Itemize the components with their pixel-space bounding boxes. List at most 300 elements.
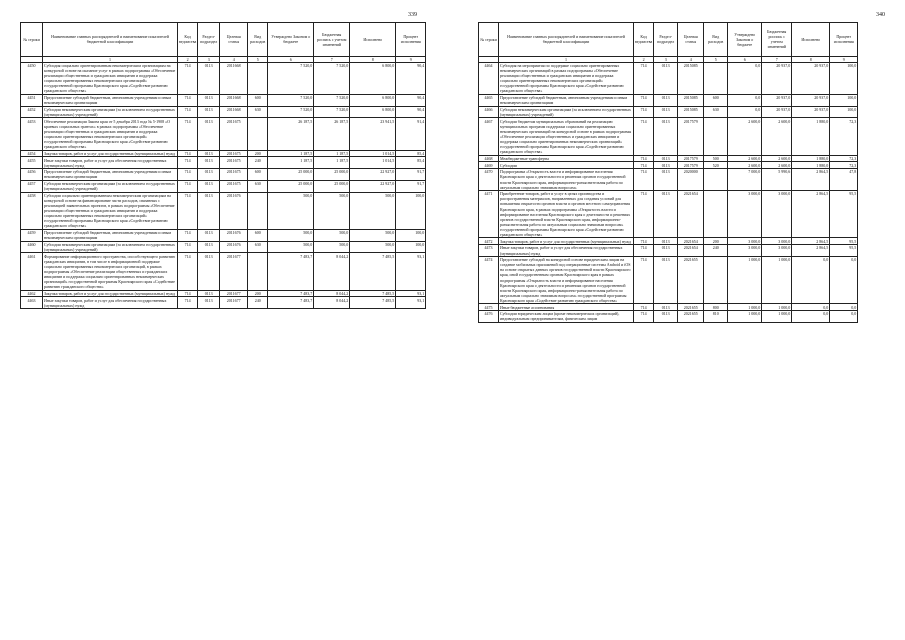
row-number-cell: 4472 [479,238,499,245]
section-code-cell: 0113 [654,162,678,169]
execution-percent-cell: 0,0 [830,311,858,323]
item-name-cell: Межбюджетные трансферты [499,155,634,162]
executed-amount-cell: 0,0 [792,256,830,303]
header-dept-code: Код ведомства [178,23,198,57]
target-article-cell: 2011676 [220,229,248,241]
approved-amount-cell: 2 600,0 [728,118,762,155]
item-name-cell: Предоставление субсидий бюджетным, автономным учреждениям и иным некоммерческим организациям [43,229,178,241]
column-index: 4 [220,56,248,62]
expense-type-cell: 240 [248,157,268,169]
approved-amount-cell: 3 000,0 [728,191,762,238]
item-name-cell: Субсидии социально ориентированным некоммерческим организациям на конкурсной основе на финансирование части расходов, связанных с реализацией заявительных проектов, в рамках подпрограммы «Обеспечение реализации общественных и гражданских инициатив и поддержка социально ориентированных некоммерческих организаций» государственной программы Красноярского края «Содействие развитию гражданского общества» [43,192,178,229]
approved-amount-cell: 1 000,0 [728,256,762,303]
expense-type-cell [704,62,728,94]
item-name-cell: Субсидии некоммерческим организациям (за исключением государственных (муниципальных) учреждений) [43,180,178,192]
approved-amount-cell: 7 520,0 [268,106,314,118]
item-name-cell: Субсидии бюджетам муниципальных образований на реализацию муниципальных программ поддержки социально ориентированных некоммерческих организаций на конкурсной основе в рамках подпрограммы «Обеспечение реализации общественных и гражданских инициатив и поддержка социально ориентированных некоммерческих организаций» государственной программы Красноярского края «Содействие развитию гражданского общества» [499,118,634,155]
budget-plan-cell: 8 044,2 [314,253,350,290]
table-row [479,162,858,169]
budget-plan-cell: 3 000,0 [762,238,792,245]
row-number-cell: 4463 [21,297,43,309]
approved-amount-cell: 7 483,7 [268,297,314,309]
item-name-cell: Субсидия социально ориентированным некоммерческим организациям на конкурсной основе на оказание услуг в рамках подпрограммы «Обеспечение реализации общественных и гражданских инициатив и поддержка социально ориентированных некоммерческих организаций» государственной программы Красноярского края «Содействие развитию гражданского общества» [43,62,178,94]
execution-percent-cell: 95,5 [830,238,858,245]
budget-plan-cell: 1 000,0 [762,304,792,311]
item-name-cell: Субсидии некоммерческим организациям (за исключением государственных (муниципальных) учреждений) [43,106,178,118]
header-target-article: Целевая статья [220,23,248,57]
budget-plan-cell: 20 937,0 [762,62,792,94]
execution-percent-cell: 100,0 [830,62,858,94]
item-name-cell: Предоставление субсидий на конкурсной основе юридическим лицам на создание мобильных приложений под операционные системы Android и iOS на основе открытых данных органов государственной власти Красноярского края, иной государственным органам Красноярского края в рамках подпрограммы «Открытость власти и информирование населения Красноярского края о деятельности и решениях органов государственной власти Красноярского края, информационно-разъяснительная работа по актуальным социально значимым вопросам» государственной программы Красноярского края «Содействие развитию гражданского общества» [499,256,634,303]
section-code-cell: 0113 [198,169,220,181]
column-index: 6 [728,56,762,62]
target-article-cell: 2011668 [220,94,248,106]
execution-percent-cell: 100,0 [396,229,426,241]
dept-code-cell: 714 [178,229,198,241]
row-number-cell: 4454 [21,150,43,157]
row-number-cell: 4467 [479,118,499,155]
target-article-cell: 2011668 [220,106,248,118]
execution-percent-cell: 72,3 [830,162,858,169]
header-row-number: № строки [479,23,499,57]
execution-percent-cell: 91,4 [396,118,426,150]
dept-code-cell: 714 [634,245,654,257]
item-name-cell: Формирование информационного пространства, способствующего развитию гражданских инициатив, в том числе в информационной поддержке социально ориентированных некоммерческих организаций, в рамках подпрограммы «Обеспечение реализации общественных и гражданских инициатив и поддержка социально ориентированных некоммерческих организаций» государственной программы Красноярского края «Содействие развитию гражданского общества» [43,253,178,290]
executed-amount-cell: 2 864,5 [792,191,830,238]
target-article-cell: 2011668 [220,62,248,94]
approved-amount-cell: 1 187,5 [268,157,314,169]
executed-amount-cell: 20 937,0 [792,62,830,94]
target-article-cell: 2011675 [220,169,248,181]
expense-type-cell: 630 [248,106,268,118]
dept-code-cell: 714 [178,180,198,192]
execution-percent-cell: 95,5 [830,191,858,238]
budget-plan-cell: 7 520,0 [314,94,350,106]
dept-code-cell: 714 [178,169,198,181]
section-code-cell: 0113 [654,94,678,106]
target-article-cell: 2021654 [678,238,704,245]
executed-amount-cell: 7 485,5 [350,253,396,290]
approved-amount-cell: 1 000,0 [728,311,762,323]
section-code-cell: 0113 [198,150,220,157]
header-row-number: № строки [21,23,43,57]
budget-plan-cell: 1 187,5 [314,157,350,169]
approved-amount-cell: 7 000,0 [728,169,762,191]
table-row [21,106,426,118]
row-number-cell: 4458 [21,192,43,229]
executed-amount-cell: 6 800,0 [350,94,396,106]
executed-amount-cell: 22 927,0 [350,180,396,192]
row-number-cell: 4474 [479,256,499,303]
execution-percent-cell: 90,4 [396,106,426,118]
expense-type-cell [704,118,728,155]
expense-type-cell [704,191,728,238]
dept-code-cell: 714 [634,238,654,245]
section-code-cell: 0113 [198,253,220,290]
expense-type-cell: 600 [248,94,268,106]
execution-percent-cell: 93,1 [396,253,426,290]
header-approved-amount: Утверждено Законом о бюджете [728,23,762,57]
expense-type-cell [704,169,728,191]
execution-percent-cell: 0,0 [830,304,858,311]
executed-amount-cell: 20 937,0 [792,94,830,106]
expense-type-cell: 810 [704,311,728,323]
dept-code-cell: 714 [178,62,198,94]
table-row [21,229,426,241]
execution-percent-cell: 100,0 [396,192,426,229]
target-article-cell: 2021655 [678,256,704,303]
section-code-cell: 0113 [654,238,678,245]
budget-plan-cell: 26 187,5 [314,118,350,150]
executed-amount-cell: 2 864,5 [792,245,830,257]
page-number: 339 [408,12,417,18]
table-row [479,169,858,191]
item-name-cell: Субсидия на мероприятия по поддержке социально ориентированных некоммерческих организаций в рамках подпрограммы «Обеспечение реализации общественных и гражданских инициатив и поддержка социально ориентированных некоммерческих организаций» государственной программы Красноярского края «Содействие развитию гражданского общества» [499,62,634,94]
section-code-cell: 0113 [198,290,220,297]
budget-plan-cell: 3 000,0 [762,191,792,238]
table-row [479,118,858,155]
header-row [479,23,858,57]
dept-code-cell: 714 [634,311,654,323]
column-index: 5 [704,56,728,62]
executed-amount-cell: 2 864,5 [792,238,830,245]
target-article-cell: 2011675 [220,180,248,192]
target-article-cell: 2015085 [678,62,704,94]
header-executed-amount: Исполнено [350,23,396,57]
column-index: 1 [43,56,178,62]
executed-amount-cell: 22 927,0 [350,169,396,181]
table-row [21,253,426,290]
approved-amount-cell: 1 187,5 [268,150,314,157]
column-index: 7 [314,56,350,62]
execution-percent-cell: 100,0 [396,241,426,253]
budget-plan-cell: 1 000,0 [762,311,792,323]
target-article-cell: 2017579 [678,118,704,155]
target-article-cell: 2011675 [220,118,248,150]
dept-code-cell: 714 [178,150,198,157]
approved-amount-cell: 26 187,5 [268,118,314,150]
dept-code-cell: 714 [178,118,198,150]
dept-code-cell: 714 [178,94,198,106]
table-row [479,94,858,106]
approved-amount-cell: 2 600,0 [728,162,762,169]
header-section-code: Раздел-подраздел [198,23,220,57]
execution-percent-cell: 95,5 [830,245,858,257]
executed-amount-cell: 6 800,0 [350,106,396,118]
approved-amount-cell: 0,0 [728,94,762,106]
target-article-cell: 2015085 [678,106,704,118]
item-name-cell: Субсидии юридическим лицам (кроме некоммерческих организаций), индивидуальным предпринимателям, физическим лицам [499,311,634,323]
budget-plan-cell: 5 990,6 [762,169,792,191]
approved-amount-cell: 7 520,0 [268,94,314,106]
expense-type-cell: 600 [248,169,268,181]
executed-amount-cell: 20 937,0 [792,106,830,118]
expense-type-cell [248,192,268,229]
column-index: 5 [248,56,268,62]
column-index: 1 [499,56,634,62]
expense-type-cell: 500 [704,155,728,162]
execution-percent-cell: 100,0 [830,94,858,106]
header-dept-code: Код ведомства [634,23,654,57]
table-row [21,297,426,309]
target-article-cell: 2011675 [220,150,248,157]
table-row [21,192,426,229]
section-code-cell: 0113 [198,157,220,169]
row-number-cell: 4453 [21,118,43,150]
table-row [479,238,858,245]
header-target-article: Целевая статья [678,23,704,57]
target-article-cell: 2011677 [220,253,248,290]
section-code-cell: 0113 [654,304,678,311]
approved-amount-cell: 0,0 [728,106,762,118]
expense-type-cell: 200 [248,150,268,157]
budget-table [478,22,858,323]
item-name-cell: Предоставление субсидий бюджетным, автономным учреждениям и иным некоммерческим организациям [499,94,634,106]
table-row [479,62,858,94]
approved-amount-cell: 500,0 [268,241,314,253]
dept-code-cell: 714 [634,62,654,94]
row-number-cell: 4466 [479,106,499,118]
item-name-cell: Субсидии [499,162,634,169]
expense-type-cell: 800 [704,304,728,311]
section-code-cell: 0113 [654,155,678,162]
approved-amount-cell: 3 000,0 [728,245,762,257]
target-article-cell: 2011676 [220,241,248,253]
page-number: 340 [876,12,885,18]
table-row [479,155,858,162]
header-executed-amount: Исполнено [792,23,830,57]
item-name-cell: Иные закупки товаров, работ и услуг для обеспечения государственных (муниципальных) нужд [43,157,178,169]
approved-amount-cell: 500,0 [268,192,314,229]
target-article-cell: 2021655 [678,311,704,323]
budget-plan-cell: 1 000,0 [762,256,792,303]
expense-type-cell: 630 [704,106,728,118]
executed-amount-cell: 6 800,0 [350,62,396,94]
header-approved-amount: Утверждено Законом о бюджете [268,23,314,57]
column-index: 2 [634,56,654,62]
target-article-cell: 2020000 [678,169,704,191]
expense-type-cell [704,256,728,303]
execution-percent-cell: 93,1 [396,290,426,297]
row-number-cell: 4452 [21,106,43,118]
execution-percent-cell: 90,4 [396,94,426,106]
table-row [21,241,426,253]
approved-amount-cell: 7 483,7 [268,290,314,297]
section-code-cell: 0113 [654,311,678,323]
expense-type-cell: 600 [248,229,268,241]
item-name-cell: Предоставление субсидий бюджетным, автономным учреждениям и иным некоммерческим организациям [43,169,178,181]
dept-code-cell: 714 [634,191,654,238]
budget-plan-cell: 2 600,0 [762,118,792,155]
dept-code-cell: 714 [634,169,654,191]
section-code-cell: 0113 [654,62,678,94]
expense-type-cell: 240 [248,297,268,309]
item-name-cell: Подпрограмма «Открытость власти и информирование населения Красноярского края о деятельности и решениях органов государственной власти Красноярского края, информационно-разъяснительная работа по актуальным социально значимым вопросам» [499,169,634,191]
approved-amount-cell: 500,0 [268,229,314,241]
budget-plan-cell: 20 937,0 [762,106,792,118]
budget-plan-cell: 2 600,0 [762,155,792,162]
target-article-cell: 2011676 [220,192,248,229]
item-name-cell: Предоставление субсидий бюджетным, автономным учреждениям и иным некоммерческим организациям [43,94,178,106]
approved-amount-cell: 0,0 [728,62,762,94]
row-number-cell: 4471 [479,191,499,238]
row-number-cell: 4460 [21,241,43,253]
executed-amount-cell: 1 880,0 [792,118,830,155]
section-code-cell: 0113 [654,118,678,155]
section-code-cell: 0113 [198,297,220,309]
execution-percent-cell: 91,7 [396,180,426,192]
dept-code-cell: 714 [634,162,654,169]
header-expense-type: Вид расходов [704,23,728,57]
table-row [21,62,426,94]
execution-percent-cell: 90,4 [396,62,426,94]
item-name-cell: Закупка товаров, работ и услуг для государственных (муниципальных) нужд [499,238,634,245]
item-name-cell: Субсидии некоммерческим организациям (за исключением государственных (муниципальных) учреждений) [499,106,634,118]
table-row [479,311,858,323]
dept-code-cell: 714 [634,118,654,155]
target-article-cell: 2011677 [220,290,248,297]
target-article-cell: 2017579 [678,162,704,169]
expense-type-cell: 630 [248,180,268,192]
dept-code-cell: 714 [634,106,654,118]
budget-plan-cell: 500,0 [314,229,350,241]
budget-plan-cell: 8 044,2 [314,297,350,309]
header-item-name: Наименование главных распорядителей и наименование показателей бюджетной классификации [499,23,634,57]
section-code-cell: 0113 [198,118,220,150]
expense-type-cell: 200 [248,290,268,297]
table-row [479,245,858,257]
header-section-code: Раздел-подраздел [654,23,678,57]
section-code-cell: 0113 [198,241,220,253]
header-row [21,23,426,57]
item-name-cell: Иные бюджетные ассигнования [499,304,634,311]
table-row [21,169,426,181]
dept-code-cell: 714 [178,106,198,118]
dept-code-cell: 714 [634,94,654,106]
budget-table [20,22,426,309]
item-name-cell: Закупка товаров, работ и услуг для государственных (муниципальных) нужд [43,150,178,157]
executed-amount-cell: 500,0 [350,229,396,241]
column-index: 2 [178,56,198,62]
dept-code-cell: 714 [178,297,198,309]
section-code-cell: 0113 [654,106,678,118]
section-code-cell: 0113 [198,106,220,118]
execution-percent-cell: 91,7 [396,169,426,181]
section-code-cell: 0113 [654,169,678,191]
execution-percent-cell: 0,0 [830,256,858,303]
executed-amount-cell: 7 485,5 [350,290,396,297]
budget-plan-cell: 25 000,0 [314,180,350,192]
section-code-cell: 0113 [198,180,220,192]
section-code-cell: 0113 [654,256,678,303]
expense-type-cell: 240 [704,245,728,257]
table-row [21,150,426,157]
executed-amount-cell: 500,0 [350,241,396,253]
approved-amount-cell: 2 600,0 [728,155,762,162]
executed-amount-cell: 1 880,0 [792,162,830,169]
header-budget-plan: Бюджетная роспись с учетом изменений [762,23,792,57]
table-row [21,94,426,106]
column-index: 8 [792,56,830,62]
executed-amount-cell: 2 864,5 [792,169,830,191]
item-name-cell: Субсидии некоммерческим организациям (за исключением государственных (муниципальных) учреждений) [43,241,178,253]
approved-amount-cell: 25 000,0 [268,180,314,192]
approved-amount-cell: 3 000,0 [728,238,762,245]
approved-amount-cell: 7 483,7 [268,253,314,290]
table-row [479,106,858,118]
section-code-cell: 0113 [198,192,220,229]
budget-plan-cell: 2 600,0 [762,162,792,169]
executed-amount-cell: 0,0 [792,304,830,311]
expense-type-cell: 630 [248,241,268,253]
execution-percent-cell: 47,8 [830,169,858,191]
executed-amount-cell: 1 014,5 [350,157,396,169]
column-index: 3 [198,56,220,62]
row-number-cell: 4476 [479,311,499,323]
section-code-cell: 0113 [198,94,220,106]
execution-percent-cell: 72,3 [830,155,858,162]
column-index: 9 [396,56,426,62]
execution-percent-cell: 100,0 [830,106,858,118]
approved-amount-cell: 1 000,0 [728,304,762,311]
expense-type-cell [248,62,268,94]
dept-code-cell: 714 [178,290,198,297]
budget-plan-cell: 8 044,2 [314,290,350,297]
row-number-cell: 4455 [21,157,43,169]
target-article-cell: 2011675 [220,157,248,169]
section-code-cell: 0113 [654,245,678,257]
executed-amount-cell: 0,0 [792,311,830,323]
item-name-cell: Иные закупки товаров, работ и услуг для обеспечения государственных (муниципальных) нужд [43,297,178,309]
target-article-cell: 2021654 [678,191,704,238]
header-expense-type: Вид расходов [248,23,268,57]
header-item-name: Наименование главных распорядителей и наименование показателей бюджетной классификации [43,23,178,57]
column-index: 9 [830,56,858,62]
row-number-cell: 4469 [479,162,499,169]
dept-code-cell: 714 [178,157,198,169]
section-code-cell: 0113 [654,191,678,238]
header-execution-percent: Процент исполнения [830,23,858,57]
table-row [21,157,426,169]
execution-percent-cell: 85,4 [396,157,426,169]
executed-amount-cell: 500,0 [350,192,396,229]
budget-plan-cell: 1 187,5 [314,150,350,157]
budget-plan-cell: 7 520,0 [314,106,350,118]
row-number-cell: 4461 [21,253,43,290]
row-number-cell: 4465 [479,94,499,106]
item-name-cell: Закупка товаров, работ и услуг для государственных (муниципальных) нужд [43,290,178,297]
header-budget-plan: Бюджетная роспись с учетом изменений [314,23,350,57]
row-number-cell: 4464 [479,62,499,94]
section-code-cell: 0113 [198,229,220,241]
expense-type-cell [248,118,268,150]
budget-plan-cell: 500,0 [314,192,350,229]
budget-plan-cell: 25 000,0 [314,169,350,181]
row-number-cell: 4450 [21,62,43,94]
row-number-cell: 4473 [479,245,499,257]
expense-type-cell: 600 [704,94,728,106]
row-number-cell: 4459 [21,229,43,241]
column-index: 6 [268,56,314,62]
budget-plan-cell: 7 520,0 [314,62,350,94]
executed-amount-cell: 1 014,5 [350,150,396,157]
dept-code-cell: 714 [178,253,198,290]
row-number-cell: 4475 [479,304,499,311]
approved-amount-cell: 25 000,0 [268,169,314,181]
target-article-cell: 2015085 [678,94,704,106]
dept-code-cell: 714 [178,192,198,229]
table-row [21,118,426,150]
